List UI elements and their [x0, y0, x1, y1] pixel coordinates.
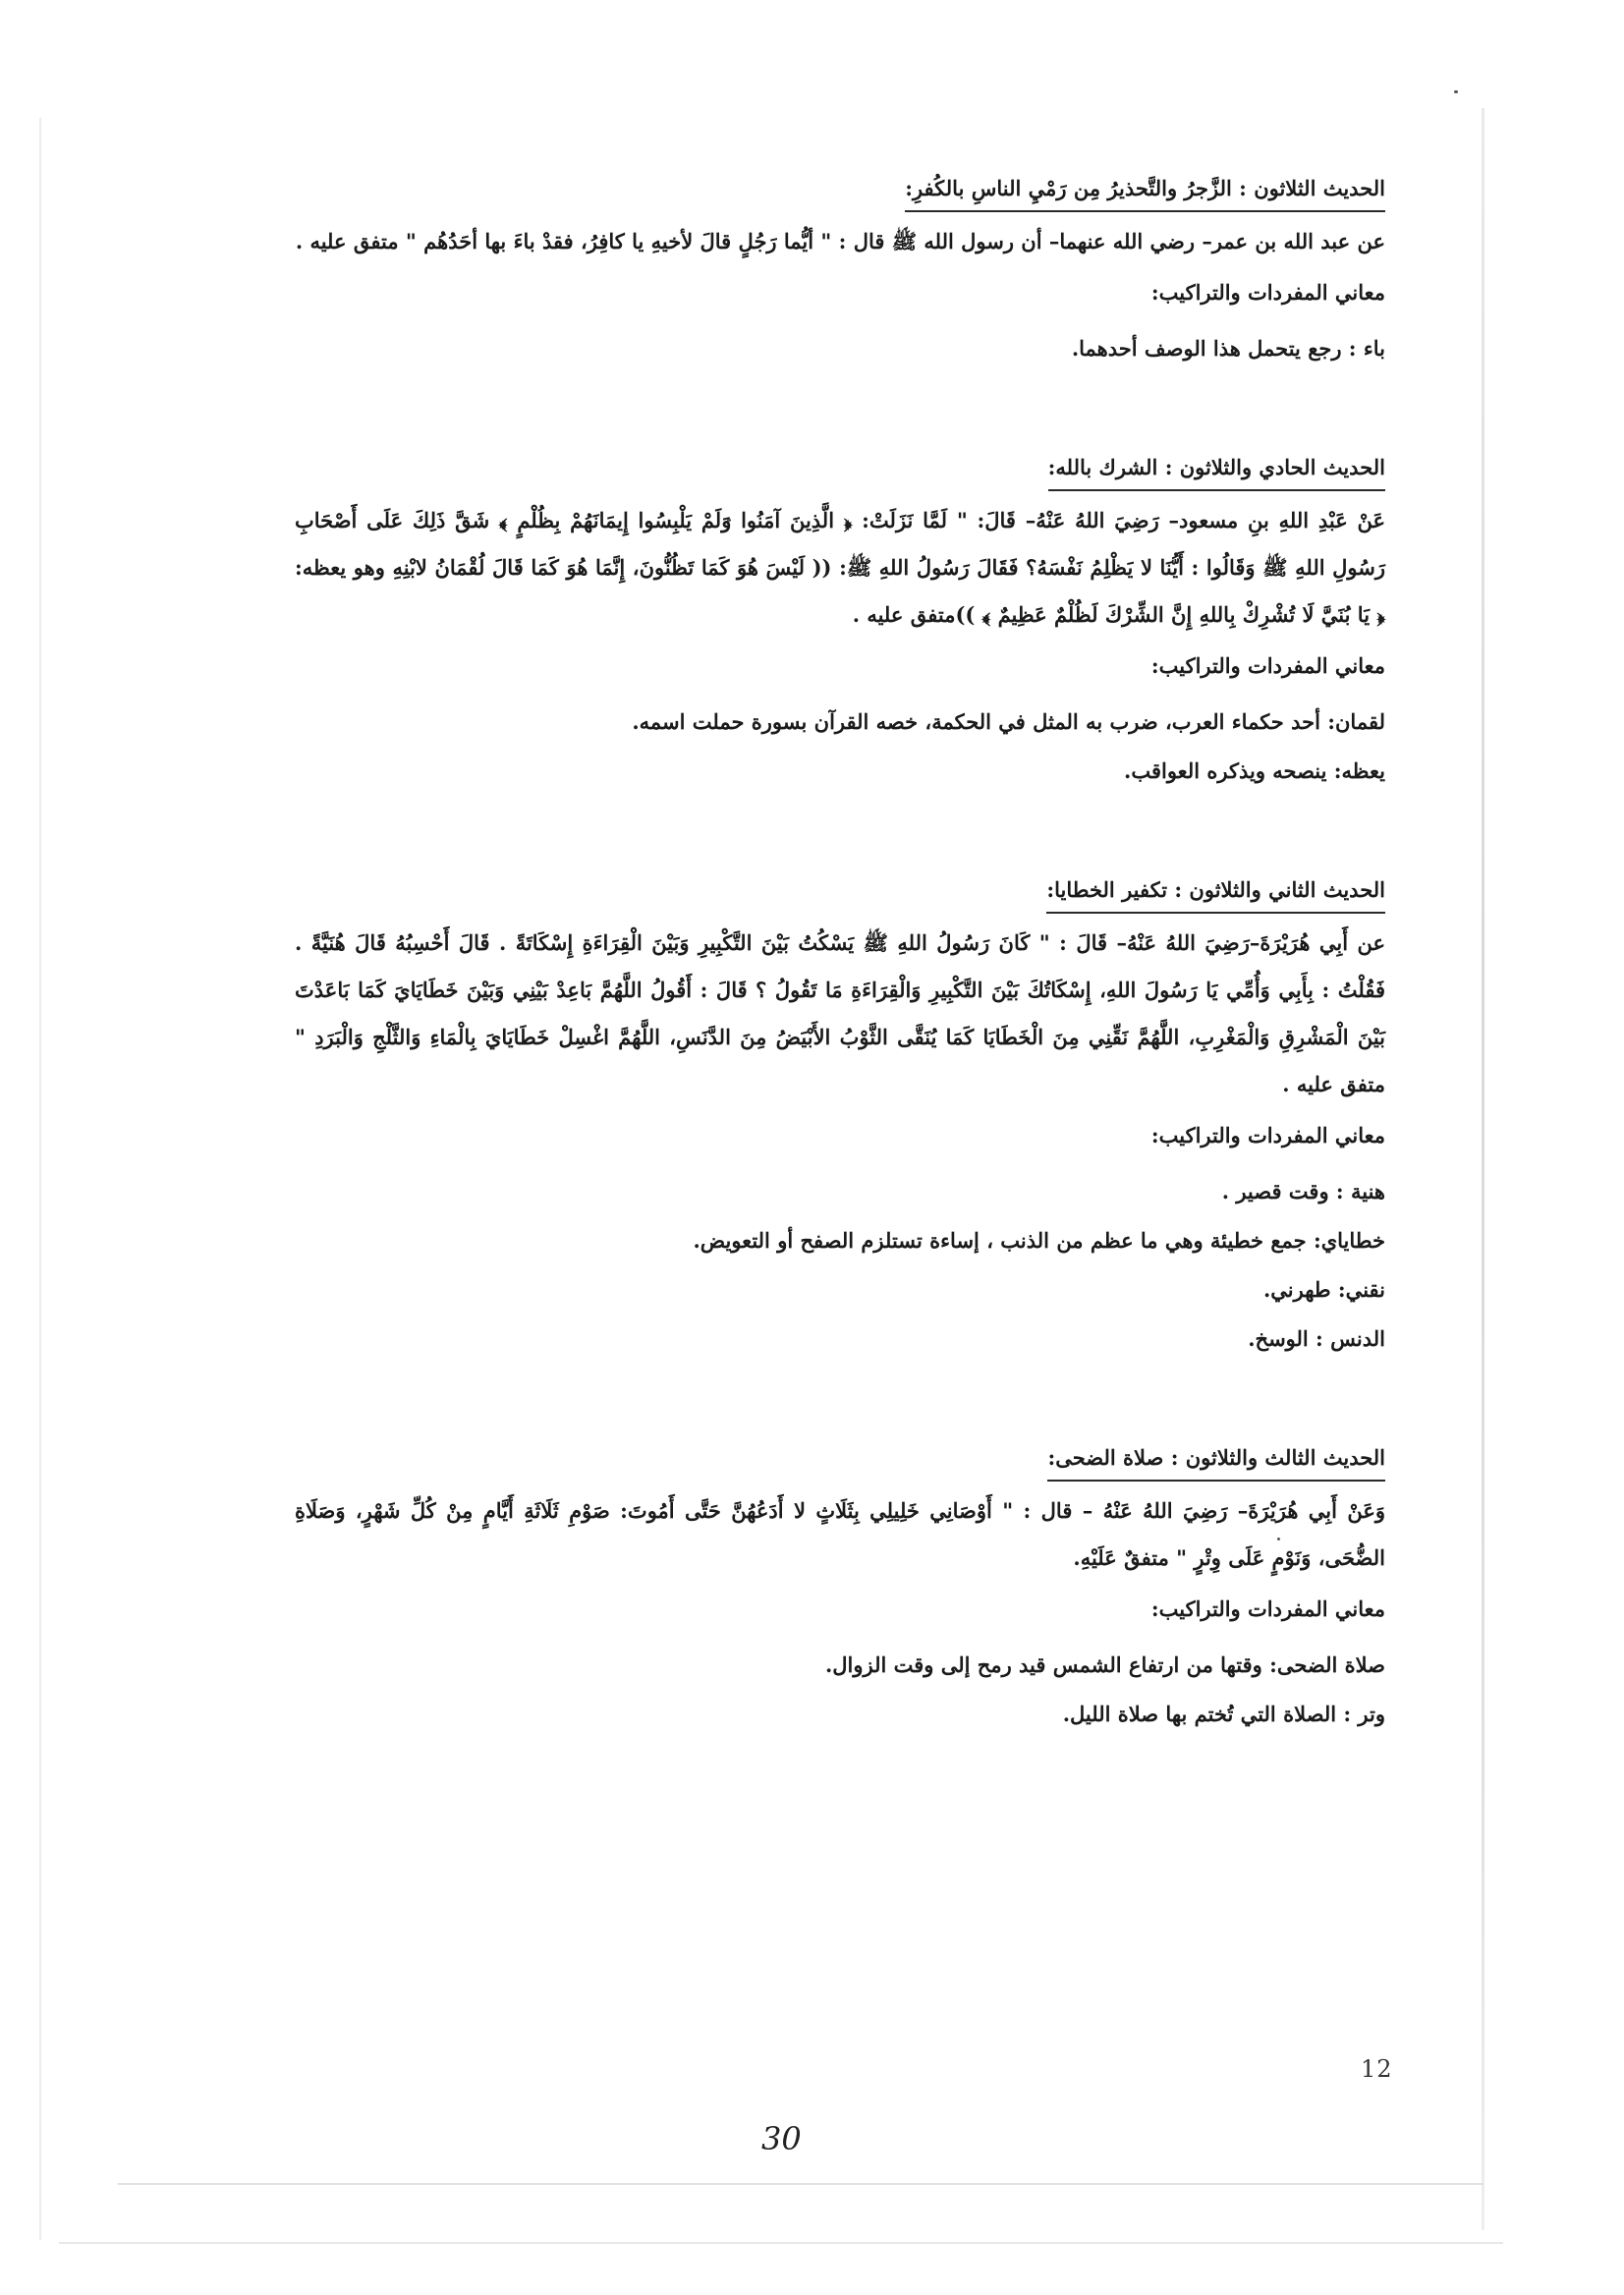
page-content [295, 165, 1385, 1810]
page-number: 30 [761, 2120, 802, 2157]
vocab-list [295, 1641, 1385, 1739]
book-page-label: 12 [1361, 2055, 1393, 2083]
hadith-text: عن عبد الله بن عمر– رضي الله عنهما– أن رسول الله ﷺ قال : " أيُّما رَجُلٍ قالَ لأخيهِ يا كافِرُ، فقدْ باءَ بها أحَدُهُم " متفق عليه . [295, 229, 1385, 253]
vocab-list [295, 324, 1385, 373]
section-title: الحديث الثالث والثلاثون : صلاة الضحى: [1047, 1438, 1385, 1482]
hadith-text: وَعَنْ أَبِي هُرَيْرَةَ– رَضِيَ اللهُ عَنْهُ – قال : " أَوْصَانِي خَلِيلِي بِثَلَاثٍ لا أَدَعُهُنَّ حَتَّى أَمُوتَ: صَوْمِ ثَلَاثَةِ أَيَّامٍ مِنْ كُلِّ شَهْرٍ، وَصَلَاةِ الضُّحَى، وَنَوْمٍ عَلَى وِتْرٍ " متفقٌ عَلَيْهِ. [295, 1498, 1385, 1570]
section-title: الحديث الثاني والثلاثون : تكفير الخطايا: [1046, 870, 1385, 914]
section-title: الحديث الحادي والثلاثون : الشرك بالله: [1048, 448, 1385, 491]
hadith-section-30 [295, 165, 1385, 373]
vocab-item: يعظه: ينصحه ويذكره العواقب. [1124, 758, 1385, 783]
hadith-section-32 [295, 867, 1385, 1364]
vocab-item: نقني: طهرني. [1262, 1277, 1385, 1302]
hadith-text: عَنْ عَبْدِ اللهِ بنِ مسعود– رَضِيَ اللهُ عَنْهُ– قَالَ: " لَمَّا نَزَلَتْ: ﴿ الَّذِينَ آمَنُوا وَلَمْ يَلْبِسُوا إِيمَانَهُمْ بِظُلْمٍ ﴾ شَقَّ ذَلِكَ عَلَى أَصْحَابِ رَسُولِ اللهِ ﷺ وَقَالُوا : أَيُّنَا لا يَظْلِمُ نَفْسَهُ؟ فَقَالَ رَسُولُ اللهِ ﷺ: (( لَيْسَ هُوَ كَمَا تَظُنُّونَ، إِنَّمَا هُوَ كَمَا قَالَ لُقْمَانُ لابْنِهِ وهو يعظه: ﴿ يَا بُنَيَّ لَا تُشْرِكْ بِاللهِ إِنَّ الشِّرْكَ لَظُلْمٌ عَظِيمٌ ﴾ ))متفق عليه . [295, 508, 1385, 627]
hadith-section-33 [295, 1434, 1385, 1739]
scan-edge-bottom [118, 2183, 1484, 2185]
scan-edge-bottom-outer [59, 2242, 1503, 2244]
vocab-heading: معاني المفردات والتراكيب: [1150, 1596, 1385, 1621]
vocab-item: الدنس : الوسخ. [1248, 1326, 1385, 1351]
vocab-item: وتر : الصلاة التي تُختم بها صلاة الليل. [1062, 1702, 1385, 1726]
scan-edge-right [1482, 108, 1484, 2230]
hadith-section-31 [295, 444, 1385, 796]
vocab-heading: معاني المفردات والتراكيب: [1150, 653, 1385, 678]
section-title: الحديث الثلاثون : الزَّجرُ والتَّحذيرُ مِن رَمْيِ الناسِ بالكُفرِ: [905, 169, 1385, 212]
hadith-text: عن أَبِي هُرَيْرَةَ–رَضِيَ اللهُ عَنْهُ– قَالَ : " كَانَ رَسُولُ اللهِ ﷺ يَسْكُتُ بَيْنَ التَّكْبِيرِ وَبَيْنَ الْقِرَاءَةِ إِسْكَاتَةً . قَالَ أَحْسِبُهُ قَالَ هُنَيَّةً . فَقُلْتُ : بِأَبِي وَأُمِّي يَا رَسُولَ اللهِ، إِسْكَاتُكَ بَيْنَ التَّكْبِيرِ وَالْقِرَاءَةِ مَا تَقُولُ ؟ قَالَ : أَقُولُ اللَّهُمَّ بَاعِدْ بَيْنِي وَبَيْنَ خَطَايَايَ كَمَا بَاعَدْتَ بَيْنَ الْمَشْرِقِ وَالْمَغْرِبِ، اللَّهُمَّ نَقِّنِي مِنَ الْخَطَايَا كَمَا يُنَقَّى الثَّوْبُ الأَبْيَضُ مِنَ الدَّنَسِ، اللَّهُمَّ اغْسِلْ خَطَايَايَ بِالْمَاءِ وَالثَّلْجِ وَالْبَرَدِ " متفق عليه . [295, 930, 1385, 1096]
vocab-item: هنية : وقت قصير . [1221, 1179, 1385, 1203]
vocab-item: خطاياي: جمع خطيئة وهي ما عظم من الذنب ، إساءة تستلزم الصفح أو التعويض. [693, 1228, 1385, 1253]
vocab-list [295, 698, 1385, 796]
vocab-heading: معاني المفردات والتراكيب: [1150, 1123, 1385, 1148]
vocab-item: لقمان: أحد حكماء العرب، ضرب به المثل في الحكمة، خصه القرآن بسورة حملت اسمه. [632, 709, 1385, 734]
scan-speck [1454, 90, 1458, 93]
vocab-heading: معاني المفردات والتراكيب: [1150, 280, 1385, 305]
scan-edge-left [39, 118, 41, 2240]
vocab-item: باء : رجع يتحمل هذا الوصف أحدهما. [1071, 336, 1385, 361]
vocab-item: صلاة الضحى: وقتها من ارتفاع الشمس قيد رمح إلى وقت الزوال. [824, 1652, 1385, 1677]
vocab-list [295, 1167, 1385, 1364]
